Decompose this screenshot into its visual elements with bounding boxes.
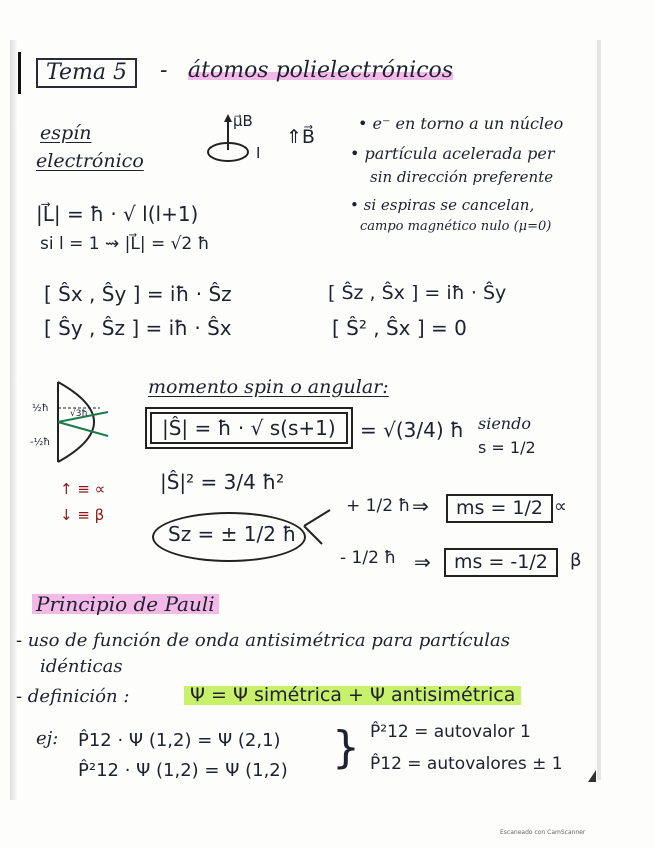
alpha-label: ∝ [554, 496, 567, 517]
title-dash: - [160, 58, 168, 83]
minus-half: - 1/2 ħ [340, 548, 397, 568]
example-label: ej: [36, 728, 59, 749]
plus-half: + 1/2 ħ [346, 496, 411, 516]
bullet-2b: sin dirección preferente [370, 168, 554, 186]
arrow-2: ⇒ [414, 550, 431, 574]
mu-b-label: μ⃗B [233, 112, 253, 130]
arrow-1: ⇒ [412, 494, 429, 518]
tema-box: Tema 5 [36, 58, 137, 88]
result-1: P̂²12 = autovalor 1 [370, 722, 531, 742]
cone-r-label: √3ħ [70, 409, 88, 419]
electronico-label: electrónico [36, 150, 144, 172]
bullet-3: • si espiras se cancelan, [350, 196, 535, 214]
up-alpha: ↑ ≡ ∝ [60, 480, 106, 498]
ms-minus-box: ms = -1/2 [444, 548, 558, 577]
page-corner-mark [588, 770, 596, 782]
l-example: si l = 1 ⇝ |L⃗| = √2 ħ [40, 234, 210, 254]
ms-plus-box: ms = 1/2 [446, 494, 553, 523]
pauli-definition: Ψ = Ψ simétrica + Ψ antisimétrica [184, 686, 521, 705]
branch-arrows [300, 500, 340, 550]
commutator-4: [ Ŝ² , Ŝx ] = 0 [332, 316, 467, 340]
margin-mark [18, 52, 21, 94]
bullet-1: • e⁻ en torno a un núcleo [358, 114, 564, 133]
s-value: s = 1/2 [478, 438, 536, 457]
espin-label: espín [40, 122, 92, 144]
commutator-1: [ Ŝx , Ŝy ] = iħ · Ŝz [44, 282, 232, 306]
example-1: P̂12 · Ψ (1,2) = Ψ (2,1) [78, 730, 281, 751]
pauli-bullet-1: - uso de función de onda antisimétrica para partículas [16, 630, 510, 651]
cone-top-label: ½ħ [32, 403, 49, 414]
brace: } [332, 722, 360, 773]
spin-cone-diagram [30, 378, 120, 468]
siendo-label: siendo [478, 414, 531, 433]
pauli-heading: Principio de Pauli [32, 594, 219, 614]
beta-label: β [570, 550, 582, 571]
spin-formula-box: |Ŝ| = ħ · √ s(s+1) [150, 412, 348, 444]
scanner-watermark: Escaneado con CamScanner [500, 829, 586, 836]
b-field-label: ⇑B⃗ [286, 126, 315, 148]
sz-formula: Sz = ± 1/2 ħ [168, 522, 297, 546]
commutator-2: [ Ŝz , Ŝx ] = iħ · Ŝy [328, 282, 507, 304]
page-right-edge [597, 40, 601, 780]
current-label: I [256, 144, 261, 162]
example-2: P̂²12 · Ψ (1,2) = Ψ (1,2) [78, 760, 288, 781]
bullet-3b: campo magnético nulo (μ=0) [360, 219, 552, 234]
result-2: P̂12 = autovalores ± 1 [370, 754, 563, 774]
title-subject: átomos polielectrónicos [188, 58, 454, 83]
l-magnitude: |L⃗| = ħ · √ l(l+1) [36, 202, 199, 226]
bullet-2: • partícula acelerada per [350, 144, 555, 163]
commutator-3: [ Ŝy , Ŝz ] = iħ · Ŝx [44, 316, 232, 340]
cone-bottom-label: -½ħ [30, 437, 51, 448]
spin-squared: |Ŝ|² = 3/4 ħ² [160, 470, 285, 494]
spin-value: = √(3/4) ħ [360, 418, 464, 442]
pauli-bullet-1b: idénticas [40, 656, 123, 677]
down-beta: ↓ ≡ β [60, 506, 105, 524]
pauli-bullet-2: - definición : [16, 686, 130, 707]
spin-heading: momento spin o angular: [148, 376, 389, 398]
